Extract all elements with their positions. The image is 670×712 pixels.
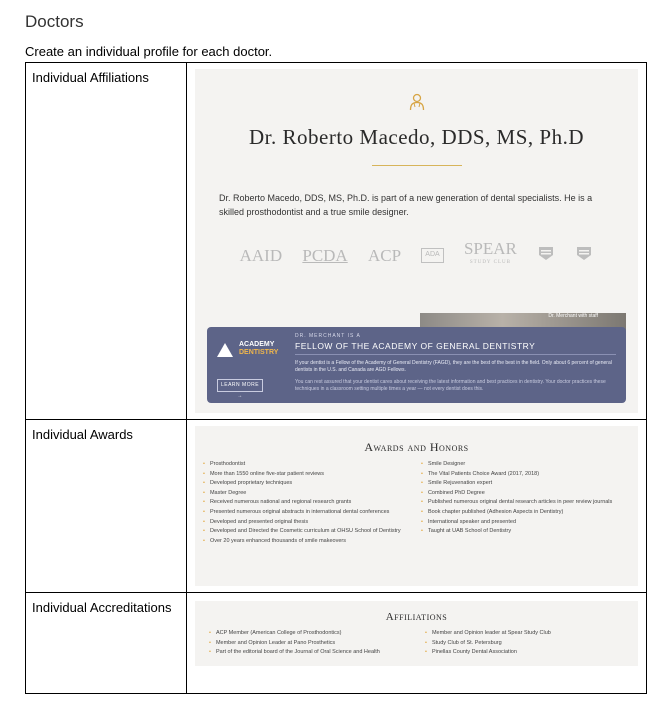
list-item: • Presented numerous original abstracts in international dental conferences xyxy=(203,508,419,518)
awards-title: Awards and Honors xyxy=(364,440,469,454)
awards-panel xyxy=(195,426,638,586)
photo-caption: Dr. Merchant with staff xyxy=(548,313,598,319)
doctor-icon xyxy=(409,93,425,111)
list-item: • Member and Opinion Leader at Pano Prosthetics xyxy=(209,639,419,649)
agd-paragraph: You can rest assured that your dentist cares about receiving the latest information and best practices in dentistry. Your doctor practices these techniques in a classroom setting multiple times a year — not every dentist does this. xyxy=(295,379,606,392)
list-item: • Prosthodontist xyxy=(203,460,419,470)
table-row xyxy=(26,63,647,420)
list-item: • Member and Opinion leader at Spear Study Club xyxy=(425,629,635,639)
seal-icon xyxy=(537,245,555,261)
list-item: • Smile Rejuvenation expert xyxy=(421,479,643,489)
profile-table xyxy=(25,62,647,694)
list-item: • Taught at UAB School of Dentistry xyxy=(421,527,643,537)
agd-kicker: DR. MERCHANT IS A xyxy=(295,333,361,339)
ada-logo: ADA xyxy=(421,248,443,263)
instruction-text: Create an individual profile for each doctor. xyxy=(25,44,273,59)
table-row xyxy=(26,593,647,694)
list-item: • Part of the editorial board of the Journal of Oral Science and Health xyxy=(209,648,419,658)
list-item: • International speaker and presented xyxy=(421,518,643,528)
seal-logo-1 xyxy=(537,245,555,266)
affiliation-logos xyxy=(195,241,638,270)
learn-more-button[interactable]: LEARN MORE → xyxy=(217,379,263,392)
list-item: • The Vital Patients Choice Award (2017, 2018) xyxy=(421,470,643,480)
list-item: • Pinellas County Dental Association xyxy=(425,648,635,658)
list-item: • Over 20 years enhanced thousands of smile makeovers xyxy=(203,537,419,547)
list-item: • More than 1550 online five-star patient reviews xyxy=(203,470,419,480)
awards-cell xyxy=(187,420,647,593)
list-item: • Book chapter published (Adhesion Aspects in Dentistry) xyxy=(421,508,643,518)
list-item: • Study Club of St. Petersburg xyxy=(425,639,635,649)
awards-list-left xyxy=(203,460,419,546)
list-item: • Master Degree xyxy=(203,489,419,499)
list-item: • Published numerous original dental research articles in peer review journals xyxy=(421,498,643,508)
list-item: • Combined PhD Degree xyxy=(421,489,643,499)
aaid-logo: AAID xyxy=(239,245,283,265)
seal-logo-2 xyxy=(575,245,593,266)
agd-paragraph: If your dentist is a Fellow of the Academy of General Dentistry (FAGD), they are the best of the best in the field. Only about 6 percent of general dentists in the U.S. and Canada are AGD Fellows. xyxy=(295,360,612,373)
doctor-intro: Dr. Roberto Macedo, DDS, MS, Ph.D. is part of a new generation of dental specialists. He is a skilled prosthodontist and a true smile designer. xyxy=(219,193,593,217)
accreditations-cell xyxy=(187,593,647,694)
row-label-accreditations: Individual Accreditations xyxy=(26,593,187,694)
affiliations-list-left xyxy=(209,629,419,658)
list-item: • ACP Member (American College of Prosthodontics) xyxy=(209,629,419,639)
affiliations-cell xyxy=(187,63,647,420)
affiliations-title: Affiliations xyxy=(385,611,448,623)
seal-icon xyxy=(575,245,593,261)
list-item: • Received numerous national and regional research grants xyxy=(203,498,419,508)
agd-fellow-card: ACADEMY DENTISTRY DR. MERCHANT IS A FELLOW OF THE ACADEMY OF GENERAL DENTISTRY If your dentist is a Fellow of the Academy of General Dentistry (FAGD), they are the best of the best in the field. Only about 6 percent of general dentists in the U.S. and Canada are AGD Fellows. You can rest assured that your dentist cares about receiving the latest information and best practices in dentistry. Your doctor practices these techniques in a classroom setting multiple times a year — not every dentist does this. LEARN MORE → xyxy=(207,327,626,403)
divider xyxy=(295,354,616,355)
doctor-name: Dr. Roberto Macedo, DDS, MS, Ph.D xyxy=(249,125,584,149)
affiliations-list-right xyxy=(425,629,635,658)
awards-list-right xyxy=(421,460,643,537)
affiliations-panel xyxy=(195,601,638,666)
row-label-affiliations: Individual Affiliations xyxy=(26,63,187,420)
row-label-awards: Individual Awards xyxy=(26,420,187,593)
table-row xyxy=(26,420,647,593)
acp-logo: ACP xyxy=(367,245,402,265)
list-item: • Developed proprietary techniques xyxy=(203,479,419,489)
divider xyxy=(372,165,462,166)
list-item: • Developed and Directed the Cosmetic curriculum at OHSU School of Dentistry xyxy=(203,527,419,537)
list-item: • Developed and presented original thesis xyxy=(203,518,419,528)
pcda-logo: PCDA xyxy=(302,245,348,265)
page-title: Doctors xyxy=(25,12,84,31)
profile-header-panel xyxy=(195,69,638,413)
agd-logo-mark-icon xyxy=(217,343,233,357)
agd-title: FELLOW OF THE ACADEMY OF GENERAL DENTISTRY xyxy=(295,341,536,351)
spear-logo: SPEAR STUDY CLUB xyxy=(463,239,517,266)
list-item: • Smile Designer xyxy=(421,460,643,470)
